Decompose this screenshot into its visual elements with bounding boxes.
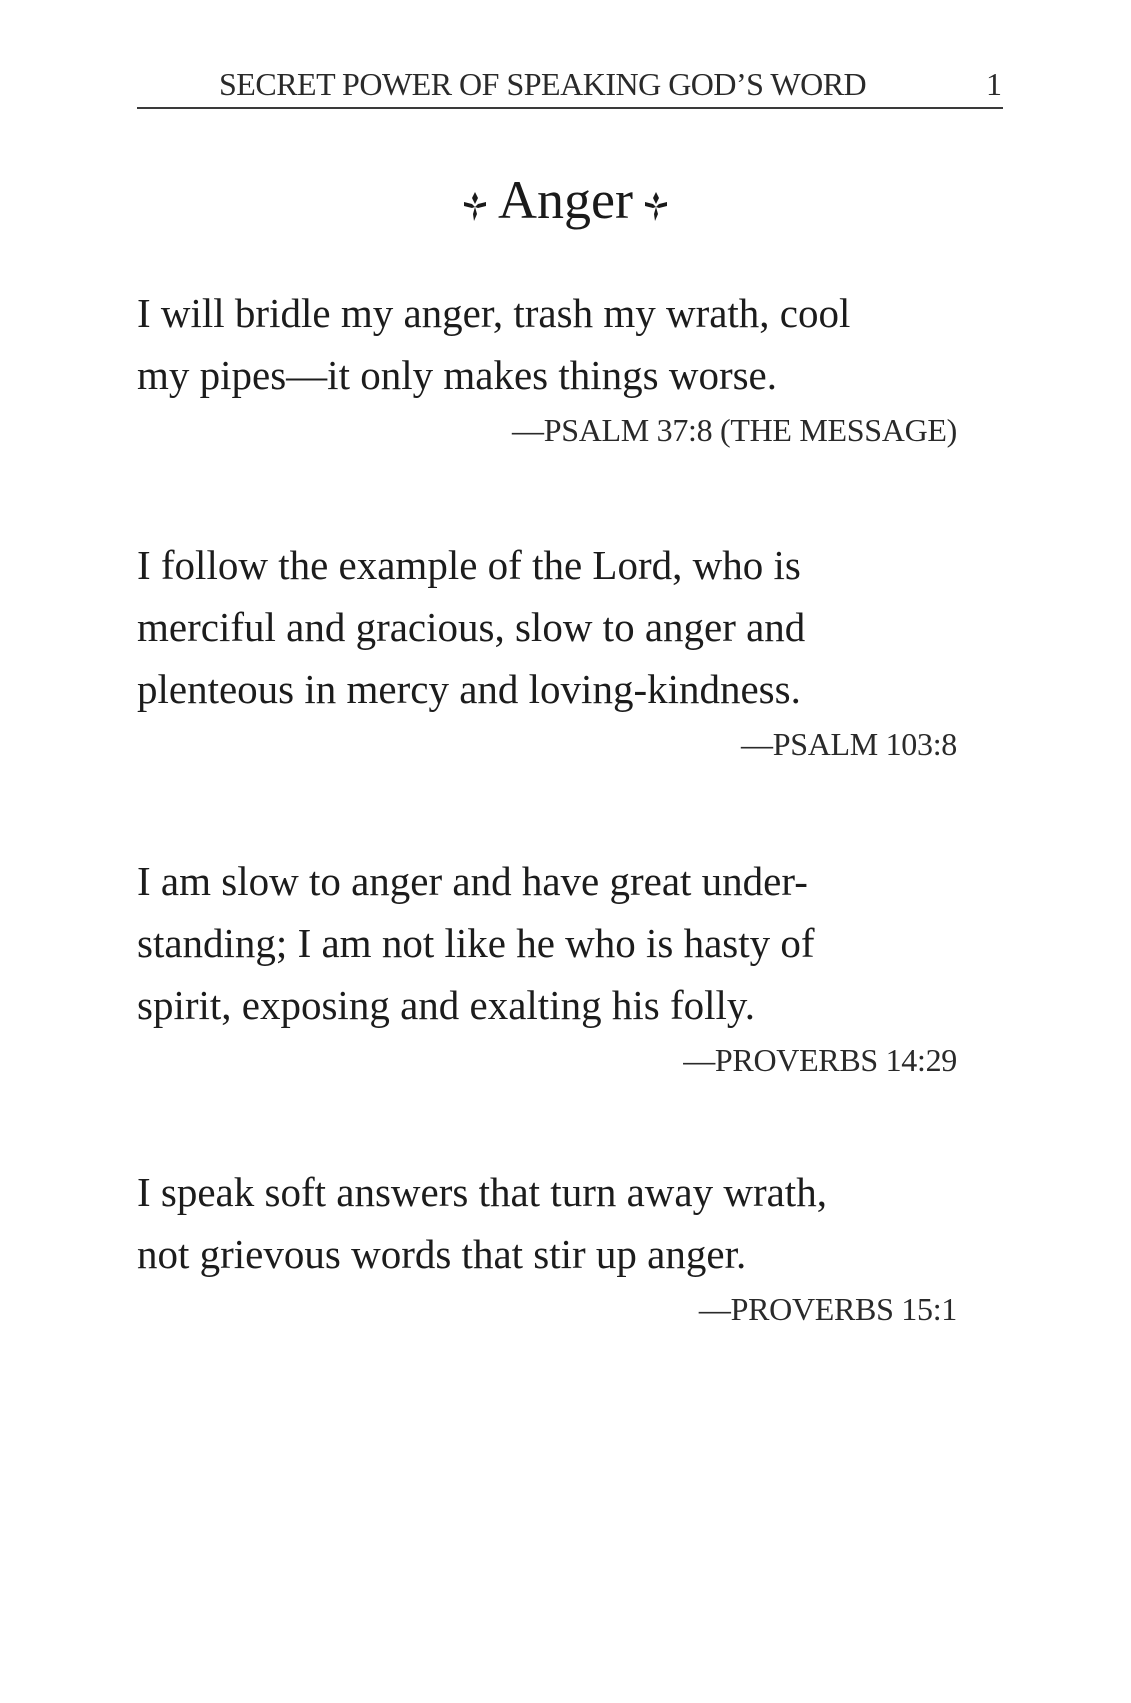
verse-text: I will bridle my anger, trash my wrath, cool my pipes—it only makes things worse.	[137, 290, 851, 398]
verse-text: I speak soft answers that turn away wrath, not grievous words that stir up anger.	[137, 1169, 827, 1277]
right-fleuron-icon	[641, 188, 671, 224]
left-fleuron-icon	[460, 188, 490, 224]
running-head	[140, 66, 1002, 102]
verse-reference: —PROVERBS 14:29	[683, 1042, 957, 1078]
verse-reference: —PROVERBS 15:1	[698, 1291, 957, 1327]
verse-block	[137, 282, 957, 450]
header-rule	[137, 107, 1003, 109]
running-title: SECRET POWER OF SPEAKING GOD’S WORD	[219, 66, 867, 102]
verse-block	[137, 534, 957, 764]
verse-reference: —PSALM 37:8 (THE MESSAGE)	[512, 412, 957, 448]
verse-text: I am slow to anger and have great under- standing; I am not like he who is hasty of spirit, exposing and exalting his folly.	[137, 858, 815, 1028]
verse-reference: —PSALM 103:8	[741, 726, 957, 762]
verse-block	[137, 1161, 957, 1329]
section-title: Anger	[498, 170, 633, 230]
verse-block	[137, 850, 957, 1080]
page-number: 1	[986, 66, 1002, 102]
verse-text: I follow the example of the Lord, who is merciful and gracious, slow to anger and plenteous in mercy and loving-kindness.	[137, 542, 806, 712]
section-heading	[0, 168, 1131, 232]
